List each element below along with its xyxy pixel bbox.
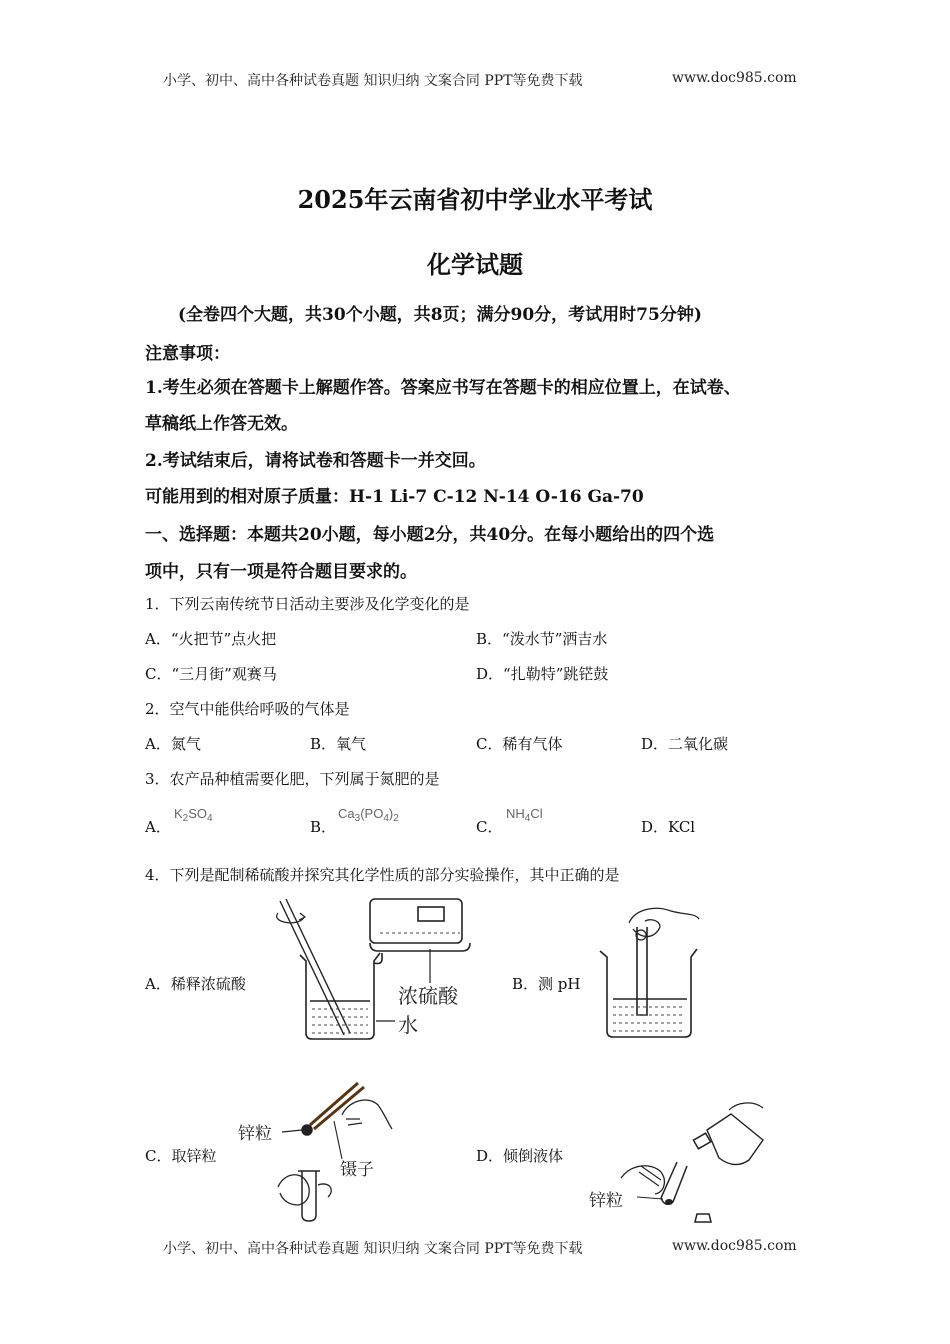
notes-heading: 注意事项： — [145, 344, 230, 364]
label-tweezers: 镊子 — [340, 1160, 374, 1180]
question-3-option-c[interactable]: C． — [476, 818, 503, 836]
question-1-option-c[interactable]: C．“三月街”观赛马 — [145, 665, 277, 683]
formula-nh4cl: $NH_4Cl$ — [506, 806, 543, 824]
figure-take-zinc — [232, 1075, 407, 1225]
header-ad-text: 小学、初中、高中各种试卷真题 知识归纳 文案合同 PPT等免费下载 — [163, 73, 583, 89]
formula-ca3po42: $Ca_3(PO_4)_2$ — [338, 806, 399, 824]
label-water: 水 — [398, 1013, 418, 1037]
question-2-option-b[interactable]: B．氧气 — [310, 735, 367, 753]
header-site-link[interactable]: www.doc985.com — [672, 70, 797, 86]
figure-measure-ph — [595, 905, 705, 1045]
section-1-heading-line-1: 一、选择题：本题共20小题，每小题2分，共40分。在每小题给出的四个选 — [145, 525, 715, 545]
figure-pour-liquid — [585, 1100, 770, 1225]
question-1-option-d[interactable]: D．“扎勒特”跳铓鼓 — [476, 665, 609, 683]
question-2-option-d[interactable]: D．二氧化碳 — [641, 735, 729, 753]
page-subtitle: 化学试题 — [427, 250, 523, 279]
question-1-option-b[interactable]: B．“泼水节”洒吉水 — [476, 630, 608, 648]
question-2-option-a[interactable]: A．氮气 — [145, 735, 201, 753]
question-2-option-c[interactable]: C．稀有气体 — [476, 735, 563, 753]
figure-dilute-acid — [270, 893, 480, 1053]
question-1-stem: 1．下列云南传统节日活动主要涉及化学变化的是 — [145, 595, 470, 613]
note-item-2: 2.考试结束后，请将试卷和答题卡一并交回。 — [145, 451, 486, 471]
formula-k2so4: $K_2SO_4$ — [174, 806, 213, 824]
question-4-option-c[interactable]: C．取锌粒 — [145, 1147, 217, 1165]
question-4-option-d[interactable]: D．倾倒液体 — [476, 1147, 564, 1165]
atomic-masses: 可能用到的相对原子质量：H-1 Li-7 C-12 N-14 O-16 Ga-70 — [145, 487, 644, 507]
footer-site-link[interactable]: www.doc985.com — [672, 1238, 797, 1254]
note-item-1-line-1: 1.考生必须在答题卡上解题作答。答案应书写在答题卡的相应位置上，在试卷、 — [145, 378, 741, 398]
question-1-option-a[interactable]: A．“火把节”点火把 — [145, 630, 277, 648]
page-title: 2025年云南省初中学业水平考试 — [297, 185, 653, 214]
exam-info: (全卷四个大题，共30个小题，共8页；满分90分，考试用时75分钟) — [178, 305, 702, 325]
label-zinc-granule: 锌粒 — [238, 1124, 272, 1144]
question-3-option-a[interactable]: A． — [145, 818, 171, 836]
section-1-heading-line-2: 项中，只有一项是符合题目要求的。 — [145, 562, 417, 582]
note-item-1-line-2: 草稿纸上作答无效。 — [145, 414, 298, 434]
question-3-stem: 3．农产品种植需要化肥，下列属于氮肥的是 — [145, 770, 440, 788]
question-2-stem: 2．空气中能供给呼吸的气体是 — [145, 700, 350, 718]
label-concentrated-acid: 浓硫酸 — [398, 984, 458, 1008]
question-3-option-b[interactable]: B． — [310, 818, 337, 836]
label-zinc-granule-d: 锌粒 — [589, 1191, 623, 1211]
footer-ad-text: 小学、初中、高中各种试卷真题 知识归纳 文案合同 PPT等免费下载 — [163, 1241, 583, 1257]
question-4-stem: 4．下列是配制稀硫酸并探究其化学性质的部分实验操作，其中正确的是 — [145, 866, 620, 884]
question-4-option-b[interactable]: B．测 pH — [512, 975, 581, 993]
question-4-option-a[interactable]: A．稀释浓硫酸 — [145, 975, 246, 993]
question-3-option-d[interactable]: D．KCl — [641, 818, 696, 836]
